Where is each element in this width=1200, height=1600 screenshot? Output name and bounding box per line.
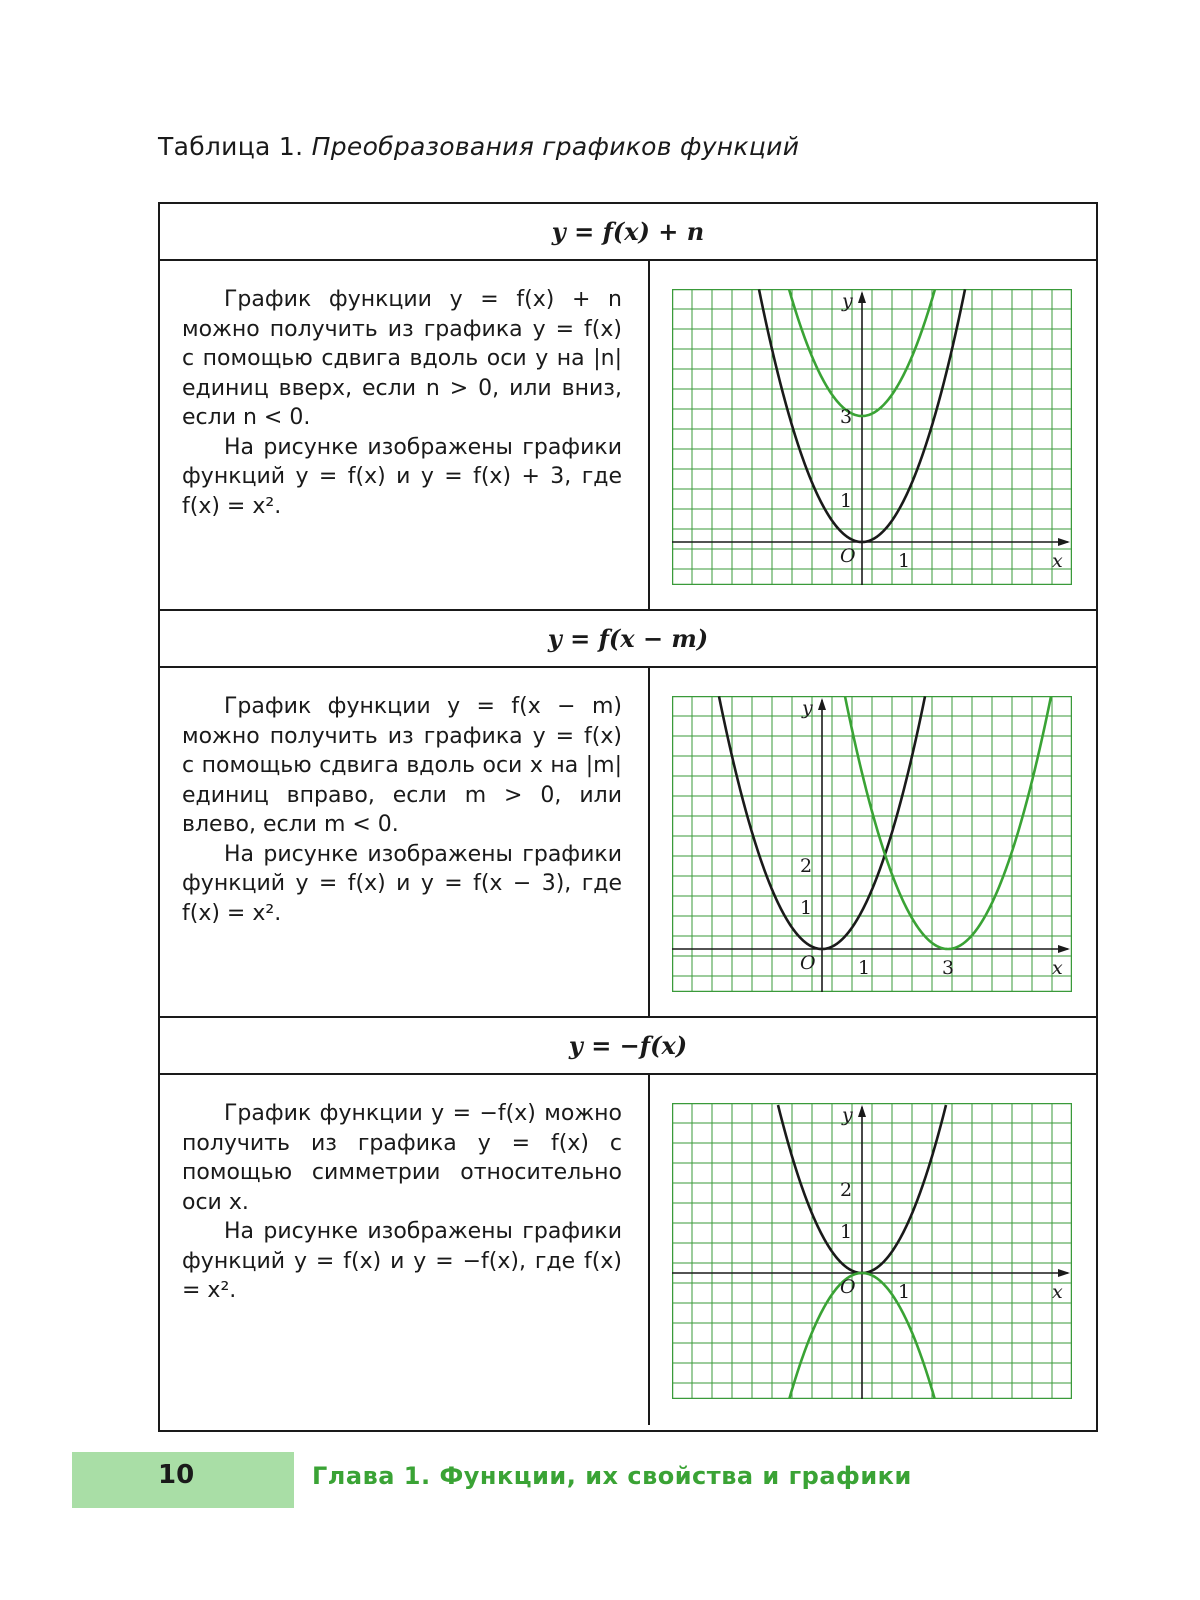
x-axis-label: x <box>1052 550 1063 572</box>
caption-title: Преобразования графиков функций <box>311 132 800 161</box>
section-header-reflection: y = −f(x) <box>160 1018 1096 1075</box>
graph-horizontal-shift <box>672 696 1072 992</box>
section-text <box>182 1099 622 1306</box>
section-paragraph: На рисунке изображены графики функций y = f(x) и y = f(x) + 3, где f(x) = x². <box>182 434 622 519</box>
x-tick-label: 3 <box>942 957 955 979</box>
y-tick-label: 3 <box>840 406 853 428</box>
y-tick-label: 2 <box>800 855 813 877</box>
y-axis-label: y <box>842 290 853 312</box>
section-paragraph: На рисунке изображены графики функций y = f(x) и y = f(x − 3), где f(x) = x². <box>182 841 622 926</box>
column-divider <box>648 1075 650 1425</box>
origin-label: O <box>840 545 856 567</box>
caption-prefix: Таблица 1. <box>158 132 304 161</box>
x-axis-arrow-icon <box>1058 945 1070 953</box>
y-axis-label: y <box>842 1104 853 1126</box>
section-text <box>182 692 622 928</box>
section-row-vertical-shift <box>160 261 1096 611</box>
y-tick-label: 1 <box>800 897 813 919</box>
section-paragraph: На рисунке изображены графики функций y = f(x) и y = −f(x), где f(x) = x². <box>182 1219 622 1303</box>
grid-lines <box>672 696 1072 992</box>
graph-reflection <box>672 1103 1072 1399</box>
x-axis-arrow-icon <box>1058 538 1070 546</box>
y-axis-arrow-icon <box>858 291 866 303</box>
curve-transformed <box>845 696 1051 949</box>
y-tick-label: 1 <box>840 490 853 512</box>
section-text <box>182 285 622 521</box>
column-divider <box>648 261 650 609</box>
x-axis-label: x <box>1052 1281 1063 1303</box>
section-row-horizontal-shift <box>160 668 1096 1018</box>
section-paragraph: График функции y = f(x) + n можно получить из графика y = f(x) с помощью сдвига вдоль оси y на |n| единиц вверх, если n > 0, или вниз, если n < 0. <box>182 287 622 430</box>
grid-lines <box>672 1103 1072 1399</box>
origin-label: O <box>800 952 816 974</box>
section-paragraph: График функции y = −f(x) можно получить из графика y = f(x) с помощью симметрии относительно оси x. <box>182 1101 622 1215</box>
column-divider <box>648 668 650 1016</box>
x-axis-arrow-icon <box>1058 1269 1070 1277</box>
section-paragraph: График функции y = f(x − m) можно получить из графика y = f(x) с помощью сдвига вдоль оси x на |m| единиц вправо, если m > 0, или влево, если m < 0. <box>182 694 622 837</box>
x-tick-label: 1 <box>858 957 871 979</box>
origin-label: O <box>840 1276 856 1298</box>
transformations-table <box>158 202 1098 1432</box>
x-tick-label: 1 <box>898 550 911 572</box>
y-tick-label: 1 <box>840 1221 853 1243</box>
y-axis-arrow-icon <box>858 1105 866 1117</box>
section-row-reflection <box>160 1075 1096 1425</box>
chapter-title: Глава 1. Функции, их свойства и графики <box>312 1462 912 1490</box>
y-axis-arrow-icon <box>818 698 826 710</box>
y-tick-label: 2 <box>840 1179 853 1201</box>
page-number: 10 <box>158 1460 195 1490</box>
section-header-vertical-shift: y = f(x) + n <box>160 204 1096 261</box>
y-axis-label: y <box>802 697 813 719</box>
x-axis-label: x <box>1052 957 1063 979</box>
table-caption <box>158 132 799 161</box>
section-header-horizontal-shift: y = f(x − m) <box>160 611 1096 668</box>
graph-vertical-shift <box>672 289 1072 585</box>
x-tick-label: 1 <box>898 1281 911 1303</box>
